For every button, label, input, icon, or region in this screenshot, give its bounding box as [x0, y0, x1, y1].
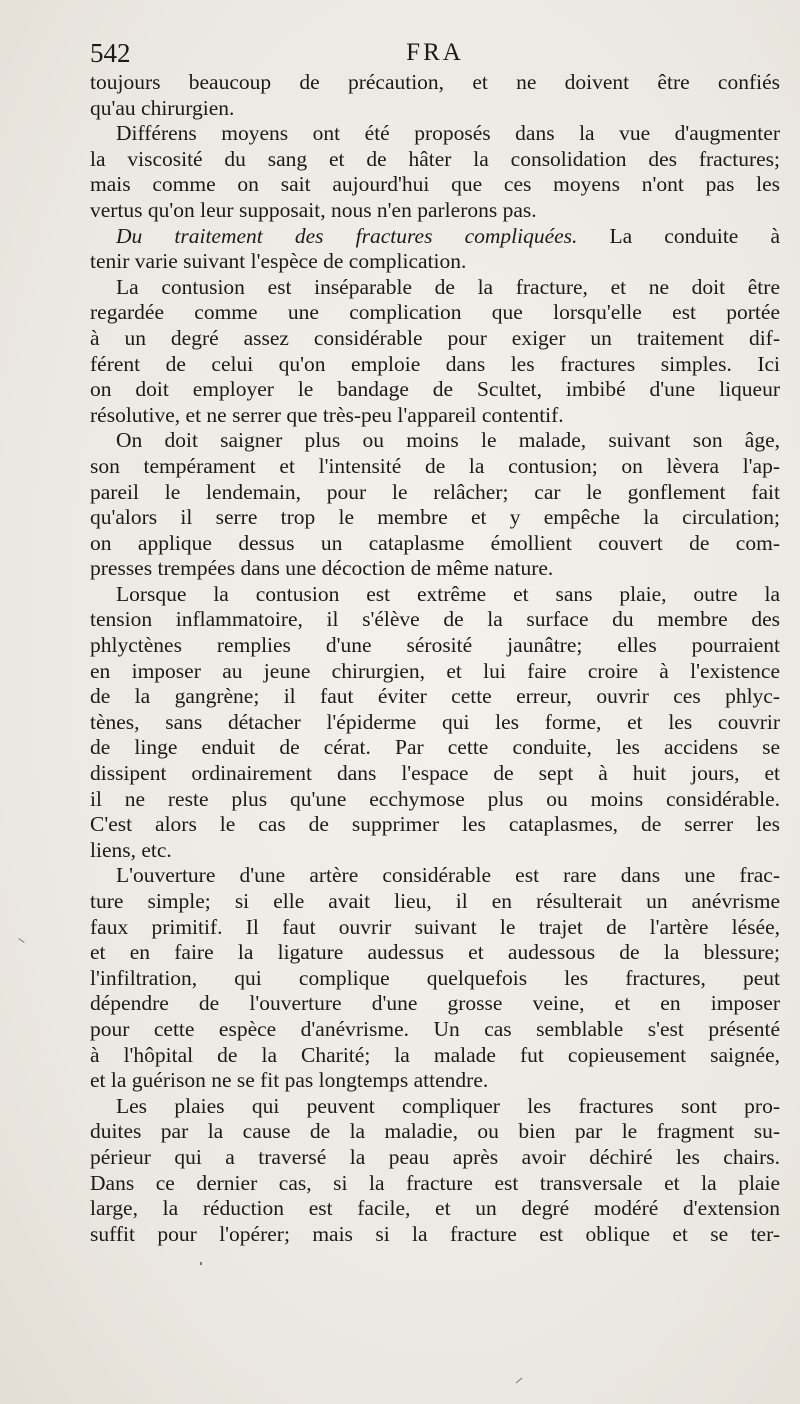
- text-line: [90, 556, 780, 582]
- text-line: [90, 1094, 780, 1120]
- text-line: [90, 454, 780, 480]
- text-line-content: dépendre de l'ouverture d'une grosse veine, et en imposer: [90, 991, 780, 1016]
- text-line-content: son tempérament et l'intensité de la contusion; on lèvera l'ap-: [90, 453, 780, 478]
- text-line: [90, 505, 780, 531]
- text-line-content: regardée comme une complication que lorsqu'elle est portée: [90, 300, 780, 325]
- paper-speck: [18, 938, 24, 943]
- text-line-content: tenir varie suivant l'espèce de complication.: [90, 249, 467, 274]
- text-line: [90, 172, 780, 198]
- text-line-content: de la gangrène; il faut éviter cette erreur, ouvrir ces phlyc-: [90, 684, 780, 709]
- text-line: [90, 531, 780, 557]
- text-line: [90, 96, 780, 122]
- text-line-content: ture simple; si elle avait lieu, il en résulterait un anévrisme: [90, 889, 780, 913]
- text-line-content: toujours beaucoup de précaution, et ne doivent être confiés: [90, 70, 780, 94]
- text-line: [90, 582, 780, 608]
- paper-speck: [200, 1262, 202, 1265]
- text-line: [90, 352, 780, 378]
- text-line-content: Les plaies qui peuvent compliquer les fractures sont pro-: [116, 1093, 780, 1118]
- page-header: [90, 36, 780, 70]
- text-line-content: mais comme on sait aujourd'hui que ces moyens n'ont pas les: [90, 172, 780, 197]
- text-line-content: La contusion est inséparable de la fracture, et ne doit être: [116, 274, 780, 299]
- text-line-content: large, la réduction est facile, et un degré modéré d'extension: [90, 1196, 780, 1221]
- paper-speck: [516, 1378, 523, 1384]
- text-line-content: suffit pour l'opérer; mais si la fracture est oblique et se ter-: [90, 1221, 780, 1246]
- section-heading-italic: Du traitement des fractures compliquées.: [116, 223, 578, 248]
- text-line-content: et en faire la ligature audessus et audessous de la blessure;: [90, 940, 780, 965]
- text-line-content: la viscosité du sang et de hâter la consolidation des fractures;: [90, 146, 780, 171]
- text-line: [90, 1222, 780, 1248]
- text-line: [90, 735, 780, 761]
- text-line: [90, 812, 780, 838]
- text-line-content: qu'au chirurgien.: [90, 95, 235, 120]
- text-line: [90, 838, 780, 864]
- text-line-content: Lorsque la contusion est extrême et sans plaie, outre la: [116, 581, 780, 606]
- text-line-content: dissipent ordinairement dans l'espace de sept à huit jours, et: [90, 761, 780, 786]
- text-line: [90, 915, 780, 941]
- text-line: [90, 480, 780, 506]
- text-line: [90, 121, 780, 147]
- text-line-content: tension inflammatoire, il s'élève de la surface du membre des: [90, 607, 780, 632]
- text-line: [90, 966, 780, 992]
- text-line-content: vertus qu'on leur supposait, nous n'en parlerons pas.: [90, 197, 537, 222]
- text-line: [90, 377, 780, 403]
- text-line-content: Différens moyens ont été proposés dans la vue d'augmenter: [116, 121, 780, 146]
- text-line-content: C'est alors le cas de supprimer les cataplasmes, de serrer les: [90, 812, 780, 837]
- page-number: 542: [90, 38, 131, 68]
- text-line: [90, 633, 780, 659]
- text-line-content: La conduite à: [577, 223, 780, 248]
- text-line-content: de linge enduit de cérat. Par cette conduite, les accidens se: [90, 735, 780, 760]
- text-line-content: l'infiltration, qui complique quelquefois les fractures, peut: [90, 965, 780, 990]
- text-line-content: à l'hôpital de la Charité; la malade fut copieusement saignée,: [90, 1042, 780, 1067]
- text-line-content: résolutive, et ne serrer que très-peu l'appareil contentif.: [90, 402, 564, 427]
- text-line: [90, 1145, 780, 1171]
- text-line-content: pour cette espèce d'anévrisme. Un cas semblable s'est présenté: [90, 1016, 780, 1041]
- text-line: [90, 940, 780, 966]
- text-line: [90, 275, 780, 301]
- text-line-content: Dans ce dernier cas, si la fracture est transversale et la plaie: [90, 1170, 780, 1195]
- text-line-content: phlyctènes remplies d'une sérosité jaunâtre; elles pourraient: [90, 633, 780, 658]
- text-line: [90, 224, 780, 250]
- text-line: [90, 889, 780, 915]
- text-line: [90, 1119, 780, 1145]
- text-line-content: en imposer au jeune chirurgien, et lui faire croire à l'existence: [90, 658, 780, 683]
- text-line-content: faux primitif. Il faut ouvrir suivant le trajet de l'artère lésée,: [90, 914, 780, 939]
- text-line-content: on doit employer le bandage de Scultet, imbibé d'une liqueur: [90, 377, 780, 402]
- text-line-content: tènes, sans détacher l'épiderme qui les forme, et les couvrir: [90, 709, 780, 734]
- text-line: [90, 198, 780, 224]
- text-line: [90, 710, 780, 736]
- text-line: [90, 70, 780, 96]
- text-line: [90, 326, 780, 352]
- text-line-content: On doit saigner plus ou moins le malade, suivant son âge,: [116, 428, 780, 453]
- body-text: [90, 70, 780, 1247]
- text-line: [90, 1068, 780, 1094]
- text-line-content: férent de celui qu'on emploie dans les fractures simples. Ici: [90, 351, 780, 376]
- text-line-content: à un degré assez considérable pour exiger un traitement dif-: [90, 325, 780, 350]
- text-line: [90, 991, 780, 1017]
- text-line: [90, 1171, 780, 1197]
- text-line: [90, 1043, 780, 1069]
- text-line-content: duites par la cause de la maladie, ou bien par le fragment su-: [90, 1119, 780, 1144]
- text-line-content: liens, etc.: [90, 837, 172, 862]
- text-line: [90, 607, 780, 633]
- text-line-content: L'ouverture d'une artère considérable est rare dans une frac-: [116, 863, 780, 888]
- running-head: FRA: [406, 39, 464, 66]
- text-line: [90, 1196, 780, 1222]
- text-line: [90, 249, 780, 275]
- text-line-content: pareil le lendemain, pour le relâcher; car le gonflement fait: [90, 479, 780, 504]
- text-line: [90, 684, 780, 710]
- text-line-content: qu'alors il serre trop le membre et y empêche la circulation;: [90, 505, 780, 530]
- text-line: [90, 761, 780, 787]
- text-line-content: périeur qui a traversé la peau après avoir déchiré les chairs.: [90, 1144, 780, 1169]
- text-line-content: on applique dessus un cataplasme émollient couvert de com-: [90, 530, 780, 555]
- text-line: [90, 428, 780, 454]
- text-line: [90, 147, 780, 173]
- text-line: [90, 300, 780, 326]
- text-line: [90, 1017, 780, 1043]
- text-line-content: presses trempées dans une décoction de même nature.: [90, 556, 554, 581]
- text-line: [90, 659, 780, 685]
- text-line-content: il ne reste plus qu'une ecchymose plus ou moins considérable.: [90, 786, 780, 811]
- text-line: [90, 403, 780, 429]
- text-line-content: et la guérison ne se fit pas longtemps attendre.: [90, 1068, 489, 1093]
- text-line: [90, 787, 780, 813]
- text-line: [90, 863, 780, 889]
